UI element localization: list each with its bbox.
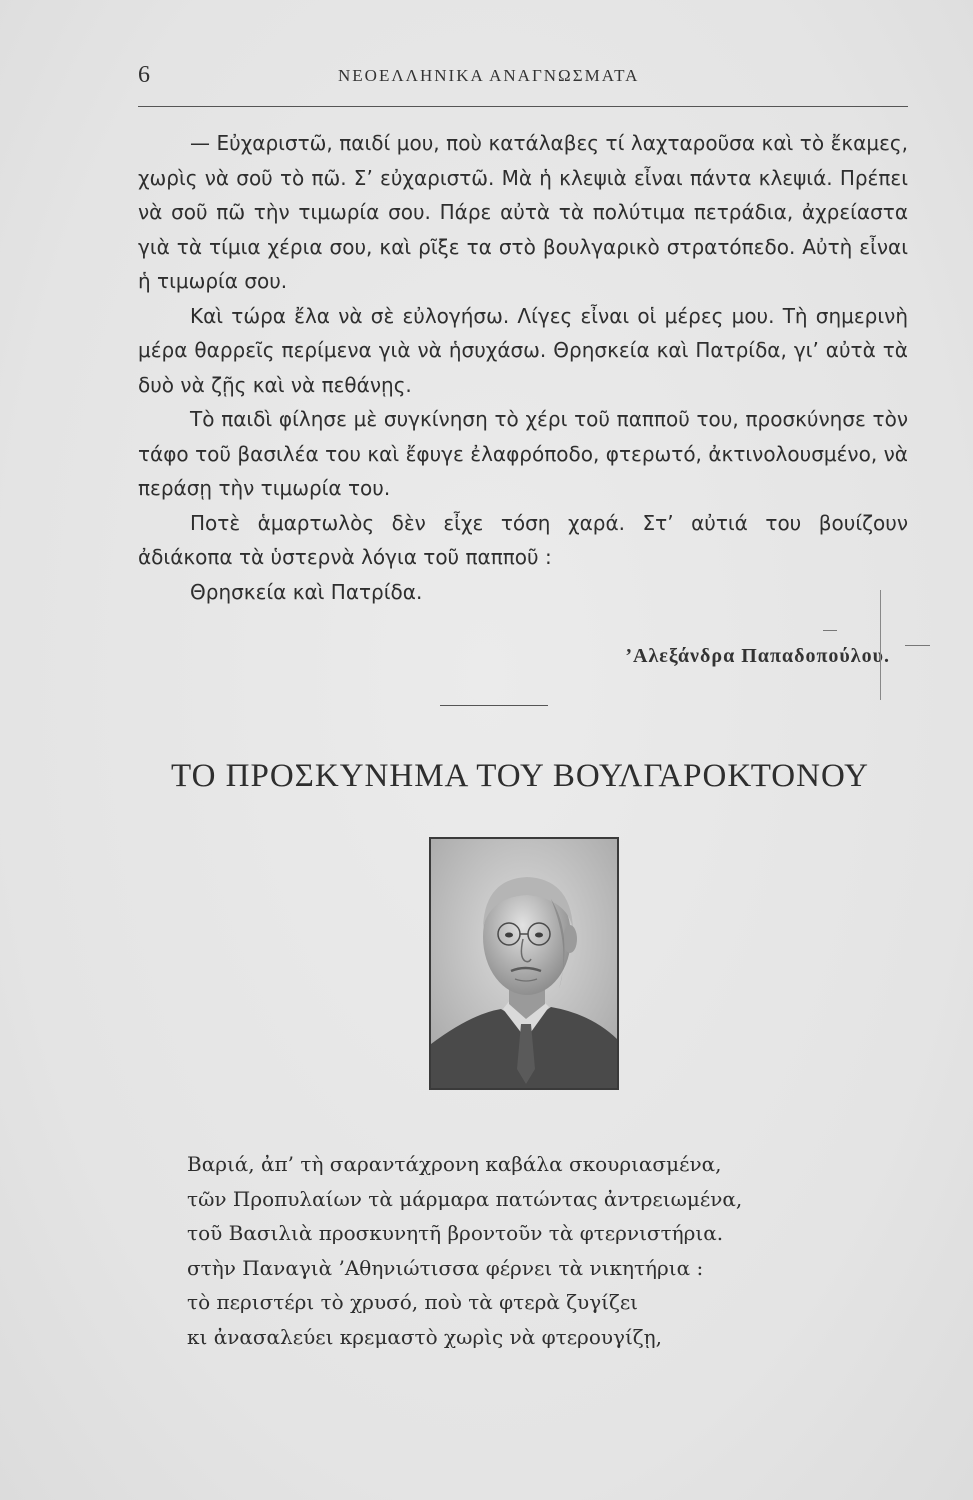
margin-dash-mark <box>905 645 930 646</box>
story-text <box>138 126 908 609</box>
poem-line: κι ἀνασαλεύει κρεμαστὸ χωρὶς νὰ φτερουγίζῃ, <box>187 1324 662 1349</box>
story-paragraph: Καὶ τώρα ἔλα νὰ σὲ εὐλογήσω. Λίγες εἶναι οἱ μέρες μου. Τὴ σημερινὴ μέρα θαρρεῖς περίμενα γιὰ νὰ ἡσυχάσω. Θρησκεία καὶ Πατρίδα, γι’ αὐτὰ τὰ δυὸ νὰ ζῇς καὶ νὰ πεθάνῃς. <box>138 303 908 397</box>
running-head: ΝΕΟΕΛΛΗΝΙΚΑ ΑΝΑΓΝΩΣΜΑΤΑ <box>338 66 640 85</box>
poem-line: τὸ περιστέρι τὸ χρυσό, ποὺ τὰ φτερὰ ζυγίζει <box>187 1290 639 1314</box>
story-paragraph: — Εὐχαριστῶ, παιδί μου, ποὺ κατάλαβες τί λαχταροῦσα καὶ τὸ ἔκαμες, χωρὶς νὰ σοῦ τὸ πῶ. Σ’ εὐχαριστῶ. Μὰ ἡ κλεψιὰ εἶναι πάντα κλεψιά. Πρέπει νὰ σοῦ πῶ τὴν τιμωρία σου. Πάρε αὐτὰ τὰ πολύτιμα πετράδια, ἀχρείαστα γιὰ τὰ τίμια χέρια σου, καὶ ρῖξε τα στὸ βουλγαρικὸ στρατόπεδο. Αὐτὴ εἶναι ἡ τιμωρία σου. <box>138 131 908 293</box>
portrait-photo <box>429 837 619 1090</box>
story-paragraph: Ποτὲ ἁμαρτωλὸς δὲν εἶχε τόση χαρά. Στ’ αὐτιά του βουίζουν ἀδιάκοπα τὰ ὑστερνὰ λόγια τοῦ παπποῦ : <box>138 510 908 569</box>
story-paragraph: Θρησκεία καὶ Πατρίδα. <box>190 579 423 604</box>
page-header <box>138 62 908 92</box>
poem-line: τοῦ Βασιλιὰ προσκυνητῆ βροντοῦν τὰ φτερνιστήρια. <box>187 1221 724 1245</box>
margin-pencil-mark <box>880 590 881 700</box>
poem-line: τῶν Προπυλαίων τὰ μάρμαρα πατώντας ἀντρειωμένα, <box>187 1186 743 1211</box>
poem-line: Βαριά, ἀπ’ τὴ σαραντάχρονη καβάλα σκουριασμένα, <box>187 1152 722 1176</box>
story-paragraph: Τὸ παιδὶ φίλησε μὲ συγκίνηση τὸ χέρι τοῦ παπποῦ του, προσκύνησε τὸν τάφο τοῦ βασιλέα του καὶ ἔφυγε ἐλαφρόποδο, φτερωτό, ἀκτινολουσμένο, νὰ περάσῃ τὴν τιμωρία του. <box>138 407 908 500</box>
margin-dash-mark <box>823 630 837 631</box>
portrait-illustration <box>431 839 617 1088</box>
section-divider <box>440 705 548 706</box>
page-number: 6 <box>138 62 150 88</box>
poem-verses <box>187 1147 907 1354</box>
poem-line: στὴν Παναγιὰ ’Αθηνιώτισσα φέρνει τὰ νικητήρια : <box>187 1255 704 1280</box>
header-rule <box>138 106 908 107</box>
poem-title: ΤΟ ΠΡΟΣΚΥΝΗΜΑ ΤΟΥ ΒΟΥΛΓΑΡΟΚΤΟΝΟΥ <box>171 758 869 794</box>
author-signature: ’Αλεξάνδρα Παπαδοπούλου. <box>625 645 890 667</box>
